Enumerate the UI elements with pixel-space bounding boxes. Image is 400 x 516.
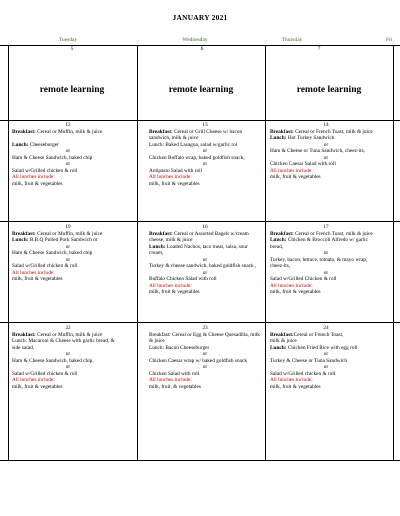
lunch-line: Lunch: Hot Turkey Sandwich xyxy=(270,135,335,142)
or-label: or xyxy=(65,148,71,155)
lunch-include-note: All lunches include: xyxy=(270,167,313,174)
lunch-alt: Chicken Caesar Salad with roll xyxy=(270,161,336,168)
lunch-alt: Salad w/Grilled chicken & roll xyxy=(12,167,78,174)
lunch-line: Lunch: Chicken Fried Rice with egg roll xyxy=(270,344,358,351)
lunch-alt: Turkey, bacon, lettuce, tomato, & mayo wrap, cheez-its, xyxy=(270,256,368,270)
lunch-alt: Salad w/Grilled chicken & roll xyxy=(12,263,78,270)
remote-learning-label: remote learning xyxy=(168,85,234,95)
or-label: or xyxy=(65,364,71,371)
breakfast-line: Breakfast: Cereal or French Toast, milk & juice xyxy=(270,230,373,237)
lunch-alt: Buffalo Chicken Salad with roll xyxy=(149,276,217,283)
or-label: or xyxy=(65,161,71,168)
lunch-alt: Ham & Cheese Sandwich, baked chip xyxy=(12,250,93,257)
menu-cell-13 xyxy=(149,122,261,187)
sides: milk, fruit & vegetables xyxy=(12,383,63,390)
or-label: or xyxy=(323,364,329,371)
lunch-line: Lunch: Baked Lasagna, salad w/garlic rol xyxy=(149,141,238,148)
lunch-include-note: All lunches include: xyxy=(12,269,55,276)
grid-line xyxy=(8,45,9,461)
day-number: 19 xyxy=(65,224,71,230)
sides: milk, fruit & vegetables xyxy=(12,276,63,283)
or-label: or xyxy=(65,351,71,358)
breakfast-line: Breakfast: Cereal or Muffin, milk & juice xyxy=(12,128,103,135)
breakfast-line: Breakfast: Cereal or Muffin, milk & juice xyxy=(12,331,103,338)
or-label: or xyxy=(323,351,329,358)
lunch-include-note: All lunches include: xyxy=(270,282,313,289)
lunch-line: Lunch: Chicken & Broccoli Alfredo w/ garlic bread, xyxy=(270,237,368,250)
day-header-friday: Fri xyxy=(386,37,393,43)
menu-cell-14 xyxy=(270,122,382,181)
grid-line xyxy=(265,45,266,461)
menu-cell-16 xyxy=(149,224,261,296)
sides: milk, fruit, & vegetables xyxy=(149,383,201,390)
breakfast-line: Breakfast: Cereal or Muffin, milk & juice xyxy=(12,230,103,237)
day-number: 22 xyxy=(65,325,71,331)
lunch-line: Lunch: Cheeseburger xyxy=(12,141,59,148)
sides: milk, fruit & vegetables xyxy=(149,289,200,296)
or-label: or xyxy=(202,256,208,263)
lunch-alt: Salad w/Grilled Chicken & roll xyxy=(270,276,337,283)
day-number: 24 xyxy=(323,325,329,331)
calendar-title: JANUARY 2021 xyxy=(172,13,228,22)
day-number: 23 xyxy=(202,325,208,331)
lunch-line: Lunch: Loaded Nachos, taco meat, salsa, sour cream, xyxy=(149,243,248,257)
lunch-alt: Chicken Salad with roll xyxy=(149,370,200,377)
grid-line xyxy=(0,120,400,121)
breakfast-line: Breakfast:Cereal or French Toast, xyxy=(270,331,344,338)
or-label: or xyxy=(323,269,329,276)
grid-line xyxy=(0,221,400,222)
menu-cell-24 xyxy=(270,325,382,390)
lunch-line: Lunch: Macaroni & Cheese with garlic bread, & side salad, xyxy=(12,338,115,351)
day-number: 12 xyxy=(65,122,71,128)
or-label: or xyxy=(323,250,329,257)
grid-line xyxy=(0,322,400,323)
lunch-alt: Ham & Cheese Sandwich, baked chip, xyxy=(12,357,94,364)
or-label: or xyxy=(202,351,208,358)
breakfast-line: Breakfast: Cereal or Assorted Bagels w/cream cheese, milk & juice xyxy=(149,230,249,244)
or-label: or xyxy=(65,256,71,263)
lunch-include-note: All lunches include: xyxy=(12,174,55,181)
day-number: 7 xyxy=(317,46,321,52)
day-header-wednesday: Wednesday xyxy=(182,37,208,43)
lunch-alt: Ham & Cheese Sandwich, baked chip xyxy=(12,154,93,161)
sides: milk, fruit & vegetables xyxy=(270,289,321,296)
lunch-alt: Chicken Buffalo wrap, baked goldfish snack, xyxy=(149,154,245,161)
day-number: 6 xyxy=(200,46,204,52)
menu-cell-22 xyxy=(12,325,124,390)
day-number: 17 xyxy=(323,224,329,230)
sides: milk, fruit & vegetables xyxy=(270,383,321,390)
lunch-include-note: All lunches include: xyxy=(149,282,192,289)
lunch-include-note: All lunches include: xyxy=(12,377,55,384)
lunch-include-note: All lunches include: xyxy=(149,174,192,181)
menu-cell-15 xyxy=(12,224,124,283)
day-number: 16 xyxy=(202,224,208,230)
lunch-alt: Salad w/Grilled chicken & roll xyxy=(12,370,78,377)
breakfast-line: Breakfast: Cereal or French Toast, milk & juice xyxy=(270,128,373,135)
menu-cell-23 xyxy=(149,325,261,390)
lunch-alt: Chicken Caesar wrap w/ baked goldfish snack xyxy=(149,357,247,364)
lunch-alt: Salad w/Grilled chicken & roll xyxy=(270,370,336,377)
sides: milk, fruit & vegetables xyxy=(149,180,200,187)
menu-cell-12 xyxy=(12,122,124,187)
day-number: 5 xyxy=(70,46,74,52)
lunch-line: Lunch: B.B.Q Pulled Pork Sandwich or xyxy=(12,237,98,244)
lunch-alt: Turkey & cheese sandwich, baked goldfish snack , xyxy=(149,263,257,270)
sides: milk, fruit & vegetables xyxy=(12,180,63,187)
lunch-include-note: All lunches include: xyxy=(270,377,313,384)
sides: milk, fruit & vegetables xyxy=(270,174,321,181)
or-label: or xyxy=(323,154,329,161)
lunch-alt: Turkey & Cheese or Tuna Sandwich xyxy=(270,357,348,364)
day-number: 14 xyxy=(323,122,329,128)
day-number: 13 xyxy=(202,122,208,128)
breakfast-line-2: milk & juice xyxy=(270,338,297,345)
lunch-include-note: All lunches include: xyxy=(149,377,192,384)
or-label: or xyxy=(202,148,208,155)
or-label: or xyxy=(323,141,329,148)
grid-line xyxy=(393,45,394,461)
remote-learning-label: remote learning xyxy=(296,85,362,95)
breakfast-line: Breakfast: Cereal or Grill Cheese w/ bacon sandwich, milk & juice xyxy=(149,128,243,142)
lunch-alt: Antipasto Salad with roll xyxy=(149,167,203,174)
remote-learning-label: remote learning xyxy=(39,85,105,95)
grid-line xyxy=(137,45,138,461)
or-label: or xyxy=(202,269,208,276)
menu-cell-17 xyxy=(270,224,382,296)
day-header-thursday: Thursday xyxy=(281,37,303,43)
or-label: or xyxy=(202,161,208,168)
or-label: or xyxy=(65,243,71,250)
day-header-tuesday: Tuesday xyxy=(58,37,78,43)
grid-line xyxy=(0,460,400,461)
lunch-line: Lunch: Bacon Cheeseburger xyxy=(149,344,210,351)
lunch-alt: Ham & Cheese or Tuna Sandwich, cheez-its, xyxy=(270,148,366,155)
breakfast-line: Breakfast: Cereal or Egg & Cheese Quesadilla, milk & juice xyxy=(149,331,260,345)
or-label: or xyxy=(202,364,208,371)
